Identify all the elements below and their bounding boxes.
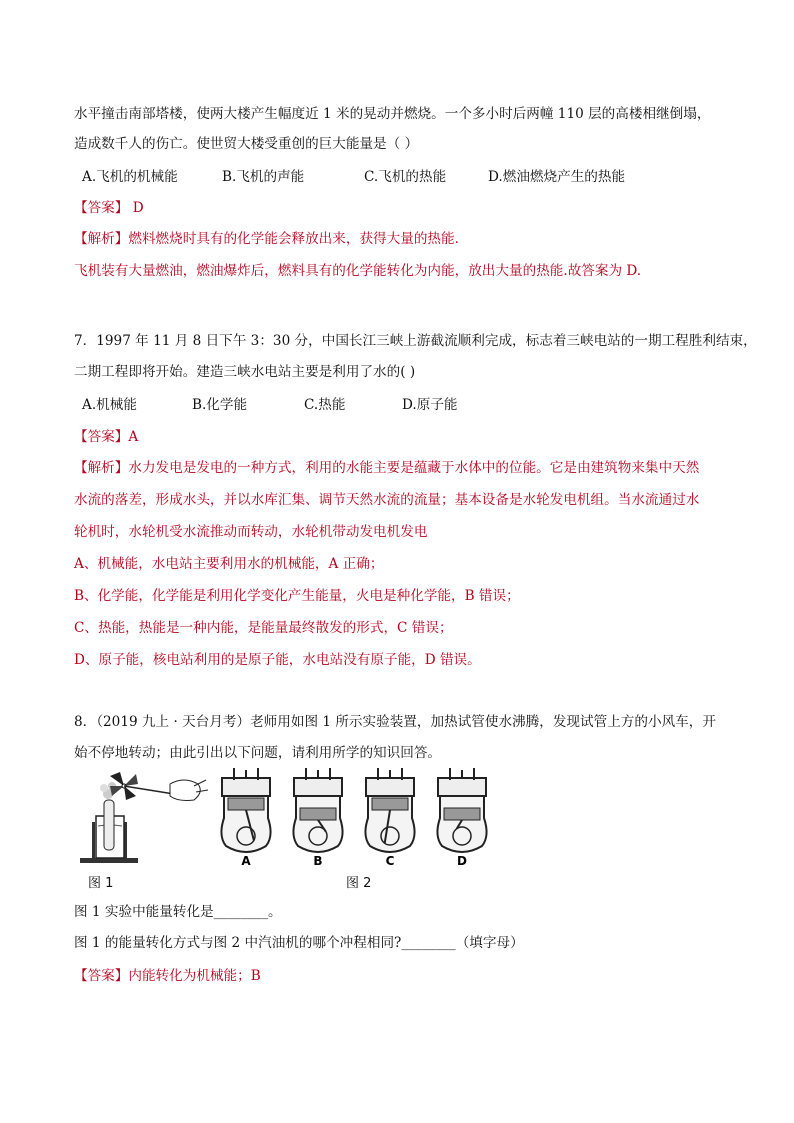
analysis-tag: 【解析】: [74, 231, 129, 247]
engine-d: [437, 768, 486, 852]
q8-sub2: 图 1 的能量转化方式与图 2 中汽油机的哪个冲程相同?________（填字母）: [74, 935, 524, 951]
q6-option-d: D.燃油燃烧产生的热能: [488, 169, 626, 185]
q8-line1: 8．（2019 九上 · 天台月考）老师用如图 1 所示实验装置，加热试管使水沸腾，发现试管上方的小风车，开: [74, 714, 716, 730]
q7-line2: 二期工程即将开始。建造三峡水电站主要是利用了水的( ): [74, 364, 416, 380]
engine-b: [293, 768, 342, 852]
figure2-engines: [212, 766, 502, 866]
q7-option-a: A.机械能: [82, 397, 137, 413]
answer-tag: 【答案】: [74, 429, 129, 445]
figure1-label: 图 1: [88, 876, 114, 891]
q6-option-a: A.飞机的机械能: [82, 169, 178, 185]
answer-tag: 【答案】: [74, 968, 129, 984]
engine-label-d: D: [457, 854, 467, 866]
q6-analysis-line2: 飞机装有大量燃油，燃油爆炸后，燃料具有的化学能转化为内能，放出大量的热能.故答案为 D.: [74, 263, 642, 279]
answer-value: A: [128, 429, 139, 445]
q7-analysis-line6: C、热能，热能是一种内能，是能量最终散发的形式，C 错误；: [74, 620, 453, 636]
q7-answer: [74, 427, 138, 447]
q6-analysis-line1: 【解析】燃料燃烧时具有的化学能会释放出来，获得大量的热能.: [74, 231, 459, 247]
answer-value: 内能转化为机械能；B: [128, 968, 261, 984]
q7-analysis-line3: 轮机时，水轮机受水流推动而转动，水轮机带动发电机发电: [74, 524, 428, 540]
q7-line1: 7．1997 年 11 月 8 日下午 3：30 分，中国长江三峡上游截流顺利完成，标志着三峡电站的一期工程胜利结束，: [74, 333, 757, 349]
q7-analysis-line1: 【解析】水力发电是发电的一种方式，利用的水能主要是蕴藏于水体中的位能。它是由建筑物来集中天然: [74, 460, 700, 476]
engine-label-a: A: [241, 854, 251, 866]
q6-option-c: C.飞机的热能: [364, 169, 447, 185]
q8-answer: [74, 966, 261, 986]
engine-c: [365, 768, 414, 852]
q6-answer: [74, 198, 144, 218]
q6-line2: 造成数千人的伤亡。使世贸大楼受重创的巨大能量是（ ）: [74, 136, 419, 152]
q7-option-d: D.原子能: [402, 397, 458, 413]
engine-a: [221, 768, 270, 852]
q8-line2: 始不停地转动；由此引出以下问题，请利用所学的知识回答。: [74, 745, 442, 761]
figure1-apparatus: [74, 766, 214, 876]
q7-analysis-line5: B、化学能，化学能是利用化学变化产生能量，火电是种化学能，B 错误；: [74, 588, 520, 604]
q8-figures: [74, 766, 504, 891]
engine-label-b: B: [313, 854, 323, 866]
q6-line1: 水平撞击南部塔楼，使两大楼产生幅度近 1 米的晃动并燃烧。一个多小时后两幢 110 层的高楼相继倒塌，: [74, 106, 711, 122]
q7-options: [82, 395, 458, 415]
figure2-label: 图 2: [346, 876, 372, 891]
answer-value: D: [132, 200, 144, 216]
q7-analysis-line4: A、机械能，水电站主要利用水的机械能，A 正确；: [74, 556, 384, 572]
q6-options: [82, 167, 625, 187]
q7-option-c: C.热能: [304, 397, 346, 413]
q8-sub1: 图 1 实验中能量转化是________。: [74, 904, 282, 920]
q7-analysis-line2: 水流的落差，形成水头，并以水库汇集、调节天然水流的流量；基本设备是水轮发电机组。当水流通过水: [74, 492, 700, 508]
q7-analysis-line7: D、原子能，核电站利用的是原子能，水电站没有原子能，D 错误。: [74, 652, 481, 668]
q6-option-b: B.飞机的声能: [222, 169, 305, 185]
q7-option-b: B.化学能: [192, 397, 248, 413]
answer-tag: 【答案】: [74, 200, 129, 216]
analysis-tag: 【解析】: [74, 460, 129, 476]
engine-label-c: C: [385, 854, 395, 866]
